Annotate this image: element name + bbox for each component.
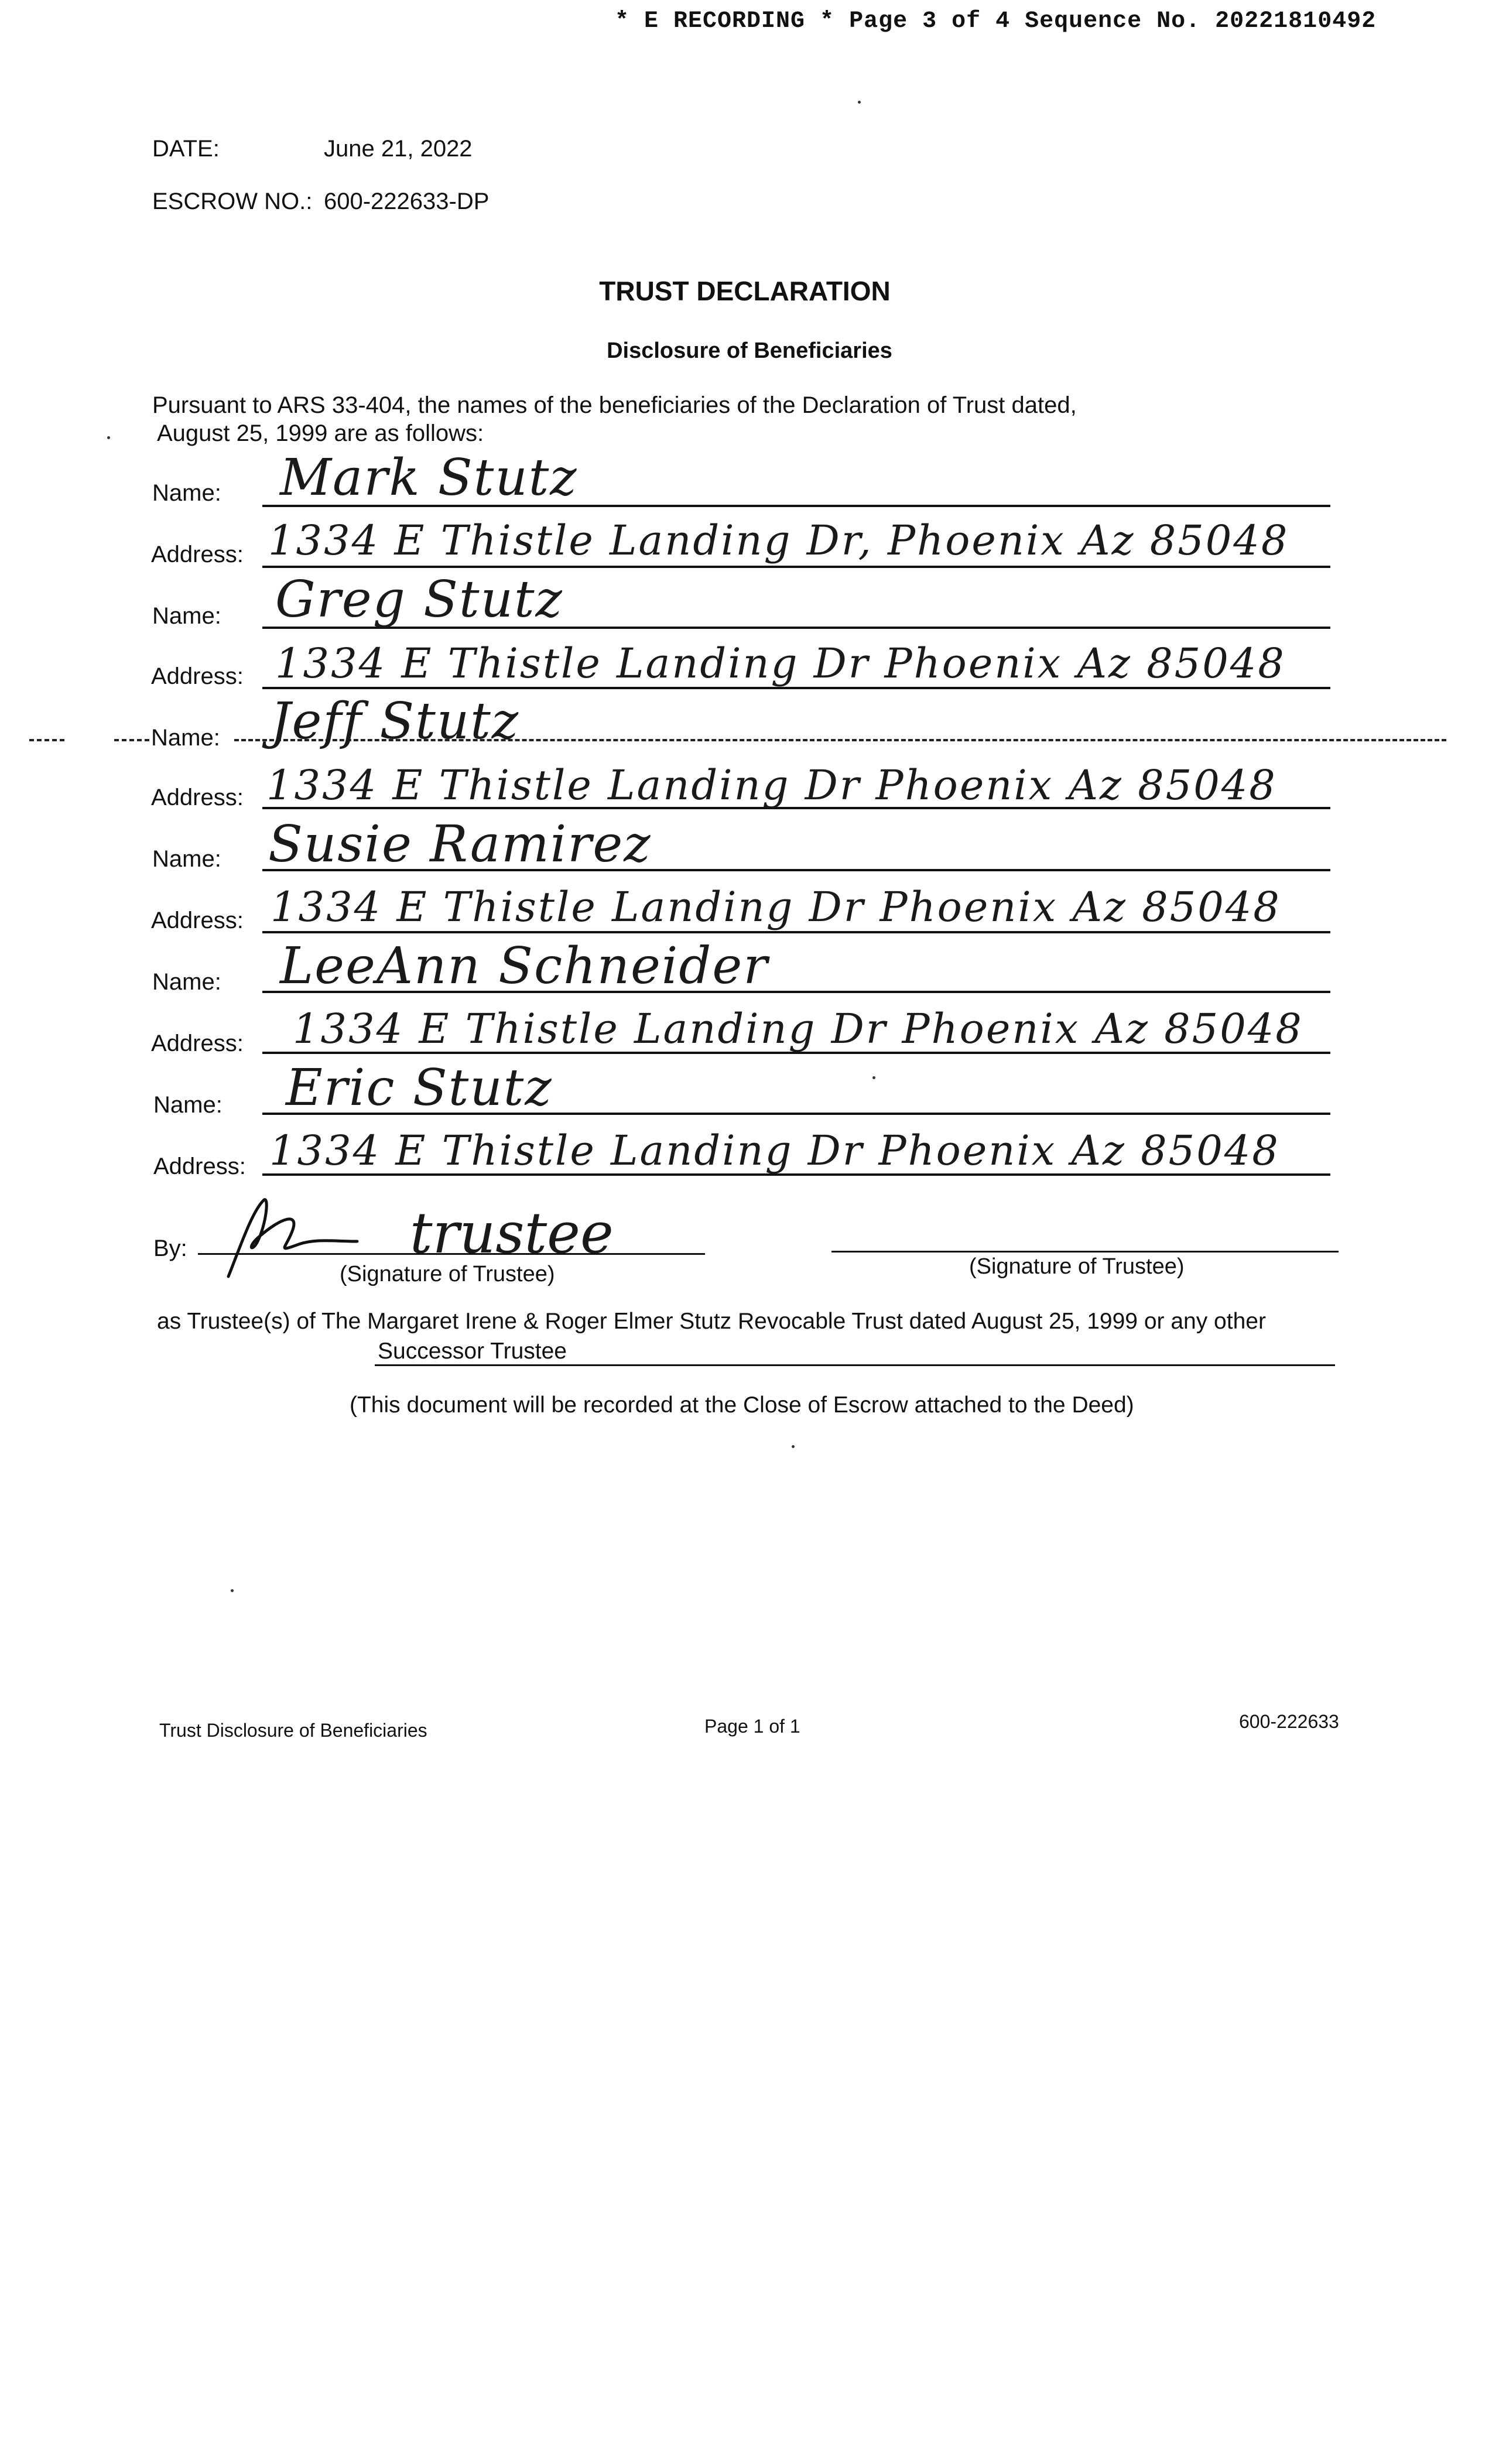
handwritten-name: Susie Ramirez bbox=[268, 815, 652, 874]
footer-left: Trust Disclosure of Beneficiaries bbox=[159, 1720, 427, 1741]
date-label: DATE: bbox=[152, 136, 220, 162]
name-label: Name: bbox=[152, 480, 221, 506]
footer-right: 600-222633 bbox=[1239, 1711, 1339, 1732]
signature-line-right bbox=[831, 1251, 1339, 1252]
handwritten-name: Eric Stutz bbox=[286, 1059, 553, 1117]
name-label: Name: bbox=[152, 969, 221, 995]
escrow-value: 600-222633-DP bbox=[324, 189, 490, 214]
handwritten-signature: trustee bbox=[410, 1200, 614, 1266]
trustee-statement-continued: Successor Trustee bbox=[378, 1339, 567, 1364]
address-label: Address: bbox=[151, 785, 244, 810]
name-label: Name: bbox=[152, 846, 221, 872]
scan-speck bbox=[872, 1076, 875, 1079]
signature-caption-left: (Signature of Trustee) bbox=[340, 1262, 555, 1286]
name-label: Name: bbox=[153, 1092, 223, 1118]
footer-page-number: Page 1 of 1 bbox=[704, 1716, 800, 1737]
scan-speck bbox=[858, 101, 861, 104]
handwritten-address: 1334 E Thistle Landing Dr Phoenix Az 85048 bbox=[266, 761, 1277, 809]
date-value: June 21, 2022 bbox=[324, 136, 473, 162]
scan-speck bbox=[231, 1589, 234, 1592]
name-label: Name: bbox=[152, 603, 221, 629]
handwritten-address: 1334 E Thistle Landing Dr Phoenix Az 85048 bbox=[275, 639, 1286, 687]
address-label: Address: bbox=[153, 1154, 246, 1179]
handwritten-address: 1334 E Thistle Landing Dr Phoenix Az 85048 bbox=[293, 1005, 1303, 1053]
trustee-statement: as Trustee(s) of The Margaret Irene & Roger Elmer Stutz Revocable Trust dated August 25, 1999 or any other bbox=[157, 1309, 1266, 1334]
recording-header: * E RECORDING * Page 3 of 4 Sequence No. 20221810492 bbox=[615, 8, 1377, 35]
address-label: Address: bbox=[151, 663, 244, 689]
escrow-label: ESCROW NO.: bbox=[152, 189, 313, 214]
name-label: Name: bbox=[151, 725, 220, 751]
handwritten-name: Jeff Stutz bbox=[271, 692, 520, 751]
address-fill-line bbox=[262, 931, 1330, 933]
signature-caption-right: (Signature of Trustee) bbox=[969, 1254, 1185, 1279]
scan-speck bbox=[792, 1445, 795, 1448]
address-label: Address: bbox=[151, 542, 244, 567]
scan-dash-left bbox=[29, 739, 64, 741]
document-subtitle: Disclosure of Beneficiaries bbox=[607, 338, 892, 363]
handwritten-address: 1334 E Thistle Landing Dr, Phoenix Az 85048 bbox=[268, 516, 1289, 564]
handwritten-name: LeeAnn Schneider bbox=[280, 937, 769, 995]
by-label: By: bbox=[153, 1236, 187, 1261]
handwritten-address: 1334 E Thistle Landing Dr Phoenix Az 85048 bbox=[271, 883, 1281, 931]
address-label: Address: bbox=[151, 908, 244, 933]
intro-line-1: Pursuant to ARS 33-404, the names of the beneficiaries of the Declaration of Trust dated, bbox=[152, 392, 1077, 418]
intro-line-2: August 25, 1999 are as follows: bbox=[157, 420, 484, 446]
handwritten-name: Mark Stutz bbox=[280, 449, 578, 507]
address-label: Address: bbox=[151, 1031, 244, 1056]
scan-dash-lead bbox=[114, 739, 149, 741]
document-title: TRUST DECLARATION bbox=[599, 276, 891, 306]
address-fill-line bbox=[262, 566, 1330, 568]
successor-trustee-line bbox=[375, 1364, 1335, 1366]
handwritten-address: 1334 E Thistle Landing Dr Phoenix Az 85048 bbox=[269, 1127, 1280, 1175]
handwritten-name: Greg Stutz bbox=[275, 570, 563, 629]
scan-speck bbox=[107, 436, 110, 439]
recording-note: (This document will be recorded at the Close of Escrow attached to the Deed) bbox=[350, 1392, 1134, 1418]
